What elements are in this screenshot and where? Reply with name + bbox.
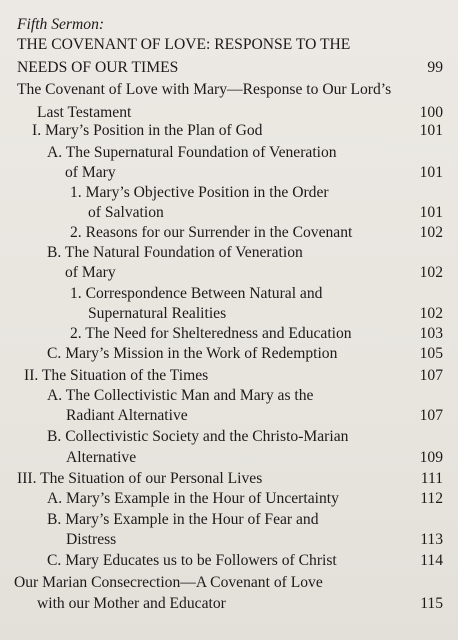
toc-entry-title: Alternative [66, 449, 137, 466]
toc-entry-page: 113 [420, 531, 443, 548]
toc-entry-page: 105 [419, 345, 443, 362]
toc-entry-title: Supernatural Realities [88, 305, 227, 322]
toc-entry-title: C. Mary’s Mission in the Work of Redemption [47, 345, 338, 362]
toc-entry-title: II. The Situation of the Times [24, 367, 209, 384]
toc-entry-title: with our Mother and Educator [37, 595, 226, 612]
toc-entry-page: 102 [419, 264, 443, 281]
toc-entry-title: of Mary [65, 264, 116, 281]
toc-entry-page: 107 [419, 367, 443, 384]
toc-entry-title: B. The Natural Foundation of Veneration [47, 244, 303, 261]
toc-entry-title: A. The Supernatural Foundation of Veneration [47, 144, 337, 161]
toc-entry-title: NEEDS OF OUR TIMES [17, 59, 179, 76]
toc-entry-page: 101 [419, 204, 443, 221]
toc-entry-title: Our Marian Consecrection—A Covenant of Love [14, 574, 323, 591]
toc-entry-title: Last Testament [37, 104, 132, 121]
toc-entry-title: A. The Collectivistic Man and Mary as the [47, 387, 314, 404]
toc-entry-title: I. Mary’s Position in the Plan of God [32, 122, 263, 139]
toc-entry-title: 1. Mary’s Objective Position in the Order [70, 184, 329, 201]
toc-entry-page: 101 [419, 164, 443, 181]
toc-entry-title: Distress [66, 531, 117, 548]
toc-entry-page: 109 [419, 449, 443, 466]
toc-entry-page: 111 [420, 470, 443, 487]
toc-entry-page: 112 [420, 490, 443, 507]
toc-entry-title: 1. Correspondence Between Natural and [70, 285, 323, 302]
toc-entry-title: A. Mary’s Example in the Hour of Uncertainty [47, 490, 339, 507]
toc-entry-title: Radiant Alternative [66, 407, 188, 424]
section-heading-text: Fifth Sermon: [17, 16, 105, 33]
toc-entry-title: of Mary [65, 164, 116, 181]
toc-entry-title: B. Mary’s Example in the Hour of Fear and [47, 511, 319, 528]
toc-entry-title: 2. The Need for Shelteredness and Education [70, 325, 352, 342]
toc-entry-page: 102 [419, 224, 443, 241]
toc-entry-title: The Covenant of Love with Mary—Response to Our Lord’s [17, 81, 392, 98]
toc-entry-title: 2. Reasons for our Surrender in the Covenant [70, 224, 353, 241]
toc-entry-page: 100 [419, 104, 443, 121]
toc-entry-page: 103 [419, 325, 443, 342]
toc-entry-title: B. Collectivistic Society and the Christo-Marian [47, 428, 349, 445]
toc-entry-title: C. Mary Educates us to be Followers of Christ [47, 552, 337, 569]
toc-entry-page: 114 [420, 552, 443, 569]
toc-entry-title: III. The Situation of our Personal Lives [17, 470, 263, 487]
toc-entry-page: 101 [419, 122, 443, 139]
toc-entry-page: 99 [427, 59, 443, 76]
toc-entry-page: 107 [419, 407, 443, 424]
toc-entry-page: 115 [420, 595, 443, 612]
toc-entry-title: THE COVENANT OF LOVE: RESPONSE TO THE [17, 36, 351, 53]
toc-entry-title: of Salvation [88, 204, 164, 221]
toc-entry-page: 102 [419, 305, 443, 322]
